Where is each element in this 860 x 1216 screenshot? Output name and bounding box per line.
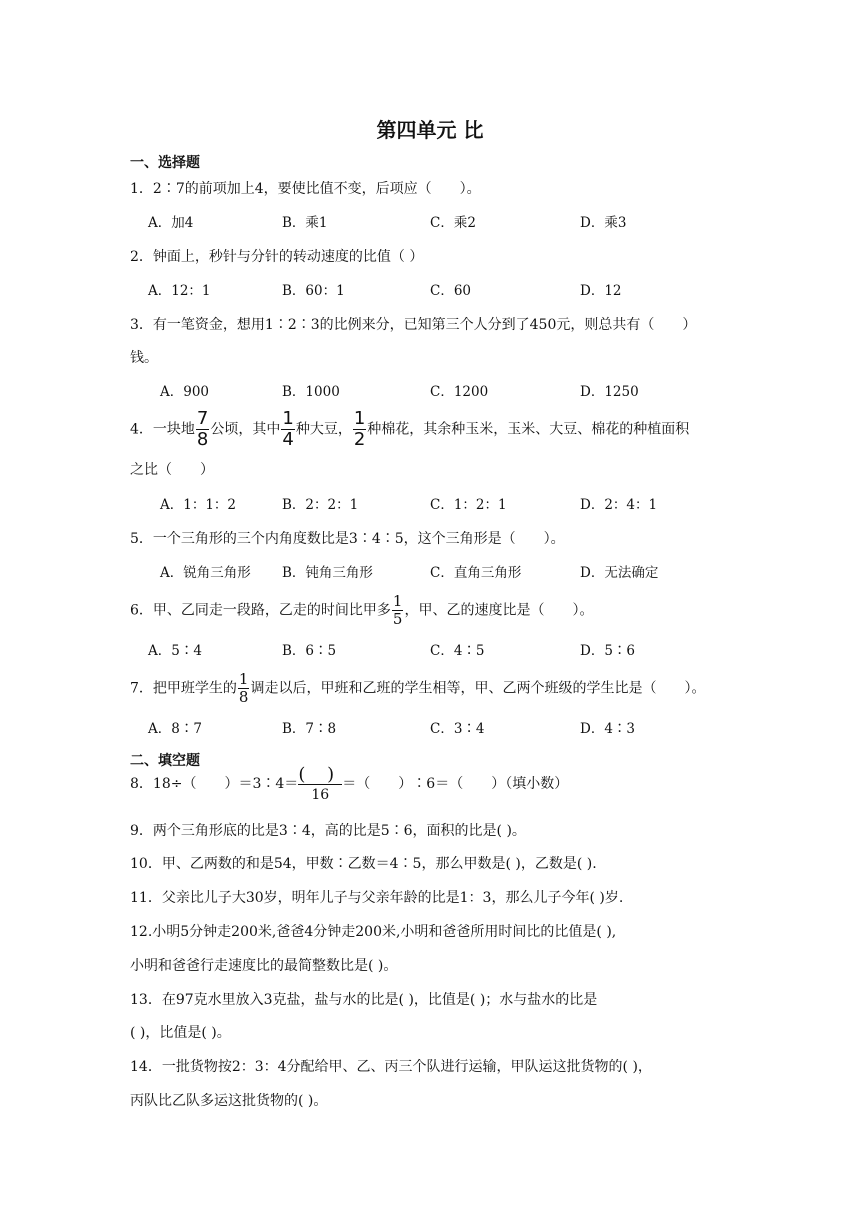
q6-text-1: 6．甲、乙同走一段路，乙走的时间比甲多 [130, 602, 391, 619]
q4-fraction-7-8 [196, 410, 209, 449]
question-1: 1．2∶7的前项加上4，要使比值不变，后项应（ ）。 [130, 181, 481, 197]
q4-text-2: 公顷，其中 [210, 421, 281, 438]
q4-frac2-den: 4 [282, 429, 294, 450]
q8-text-2: ＝（ ）∶6＝（ ）（填小数） [342, 776, 569, 792]
question-4-line1 [130, 410, 740, 449]
q6-frac-den: 5 [392, 610, 403, 628]
q4-frac3-num: 1 [353, 408, 366, 429]
question-13-line1: 13．在97克水里放入3克盐，盐与水的比是( )，比值是( )；水与盐水的比是 [130, 992, 598, 1008]
q6-option-c: C．4∶5 [430, 643, 485, 659]
q3-option-b: B．1000 [282, 384, 340, 400]
q4-text-3: 种大豆， [295, 421, 352, 438]
q3-option-a: A．900 [160, 384, 210, 400]
q6-fraction-1-5 [392, 594, 404, 627]
q8-text-1: 8．18÷（ ）＝3∶4＝ [130, 776, 299, 792]
q6-text-2: ，甲、乙的速度比是（ ）。 [404, 602, 594, 619]
question-12-line1: 12.小明5分钟走200米,爸爸4分钟走200米,小明和爸爸所用时间比的比值是( ), [130, 924, 617, 940]
q3-option-d: D．1250 [580, 384, 639, 400]
q1-option-c: C．乘2 [430, 215, 476, 231]
question-6 [130, 594, 740, 627]
q2-option-c: C．60 [430, 283, 472, 299]
question-3-line1: 3．有一笔资金，想用1∶2∶3的比例来分，已知第三个人分到了450元，则总共有（ ） [130, 317, 697, 333]
question-5: 5．一个三角形的三个内角度数比是3∶4∶5，这个三角形是（ ）。 [130, 531, 565, 547]
q8-frac-den: 16 [311, 787, 330, 803]
question-13-line2: ( )，比值是( )。 [130, 1025, 231, 1041]
section-choice-heading: 一、选择题 [130, 155, 200, 171]
q1-option-d: D．乘3 [580, 215, 627, 231]
q3-option-c: C．1200 [430, 384, 489, 400]
q7-option-a: A．8∶7 [148, 721, 202, 737]
q7-option-b: B．7∶8 [282, 721, 337, 737]
q4-option-d: D．2：4：1 [580, 497, 658, 513]
q7-frac-num: 1 [238, 670, 249, 688]
q2-option-a: A．12：1 [148, 283, 211, 299]
q4-frac3-den: 2 [353, 429, 366, 450]
q4-text-1: 4．一块地 [130, 421, 195, 438]
q5-option-d: D．无法确定 [580, 565, 659, 581]
q5-option-a: A．锐角三角形 [160, 565, 251, 581]
section-fill-heading: 二、填空题 [130, 753, 200, 769]
q7-frac-den: 8 [238, 688, 249, 706]
q6-option-a: A．5∶4 [148, 643, 202, 659]
q4-text-4: 种棉花，其余种玉米，玉米、大豆、棉花的种植面积 [367, 421, 690, 438]
q4-option-c: C．1：2：1 [430, 497, 507, 513]
question-4-line2: 之比（ ） [130, 462, 214, 478]
page-title: 第四单元 比 [376, 118, 484, 142]
q4-frac1-num: 7 [196, 408, 209, 429]
question-3-line2: 钱。 [130, 350, 158, 366]
q5-option-b: B．钝角三角形 [282, 565, 373, 581]
question-9: 9．两个三角形底的比是3∶4，高的比是5∶6，面积的比是( )。 [130, 823, 526, 839]
q6-option-d: D．5∶6 [580, 643, 636, 659]
question-10: 10．甲、乙两数的和是54，甲数∶乙数＝4∶5，那么甲数是( )，乙数是( ). [130, 856, 597, 872]
q2-option-d: D．12 [580, 283, 622, 299]
question-14-line2: 丙队比乙队多运这批货物的( )。 [130, 1093, 328, 1109]
question-14-line1: 14．一批货物按2：3：4分配给甲、乙、丙三个队进行运输，甲队运这批货物的( )， [130, 1059, 652, 1075]
q7-text-2: 调走以后，甲班和乙班的学生相等，甲、乙两个班级的学生比是（ ）。 [250, 680, 706, 697]
q7-fraction-1-8 [238, 672, 250, 705]
q8-frac-num: ( ) [298, 764, 343, 785]
q7-option-d: D．4∶3 [580, 721, 636, 737]
q1-option-b: B．乘1 [282, 215, 328, 231]
q7-option-c: C．3∶4 [430, 721, 485, 737]
q4-frac1-den: 8 [196, 429, 209, 450]
q1-option-a: A．加4 [148, 215, 194, 231]
question-2: 2．钟面上，秒针与分针的转动速度的比值（ ） [130, 249, 424, 265]
q4-fraction-1-4 [281, 410, 294, 449]
q8-blank-fraction [298, 766, 342, 802]
q6-option-b: B．6∶5 [282, 643, 337, 659]
question-8 [130, 766, 740, 802]
question-7 [130, 672, 740, 705]
question-12-line2: 小明和爸爸行走速度比的最简整数比是( )。 [130, 958, 398, 974]
q5-option-c: C．直角三角形 [430, 565, 522, 581]
question-11: 11．父亲比儿子大30岁，明年儿子与父亲年龄的比是1：3，那么儿子今年( )岁. [130, 890, 624, 906]
q4-frac2-num: 1 [282, 408, 294, 429]
q4-fraction-1-2 [353, 410, 366, 449]
q2-option-b: B．60：1 [282, 283, 345, 299]
q6-frac-num: 1 [392, 592, 403, 610]
q4-option-b: B．2：2：1 [282, 497, 359, 513]
q4-option-a: A．1：1：2 [160, 497, 237, 513]
q7-text-1: 7．把甲班学生的 [130, 680, 237, 697]
